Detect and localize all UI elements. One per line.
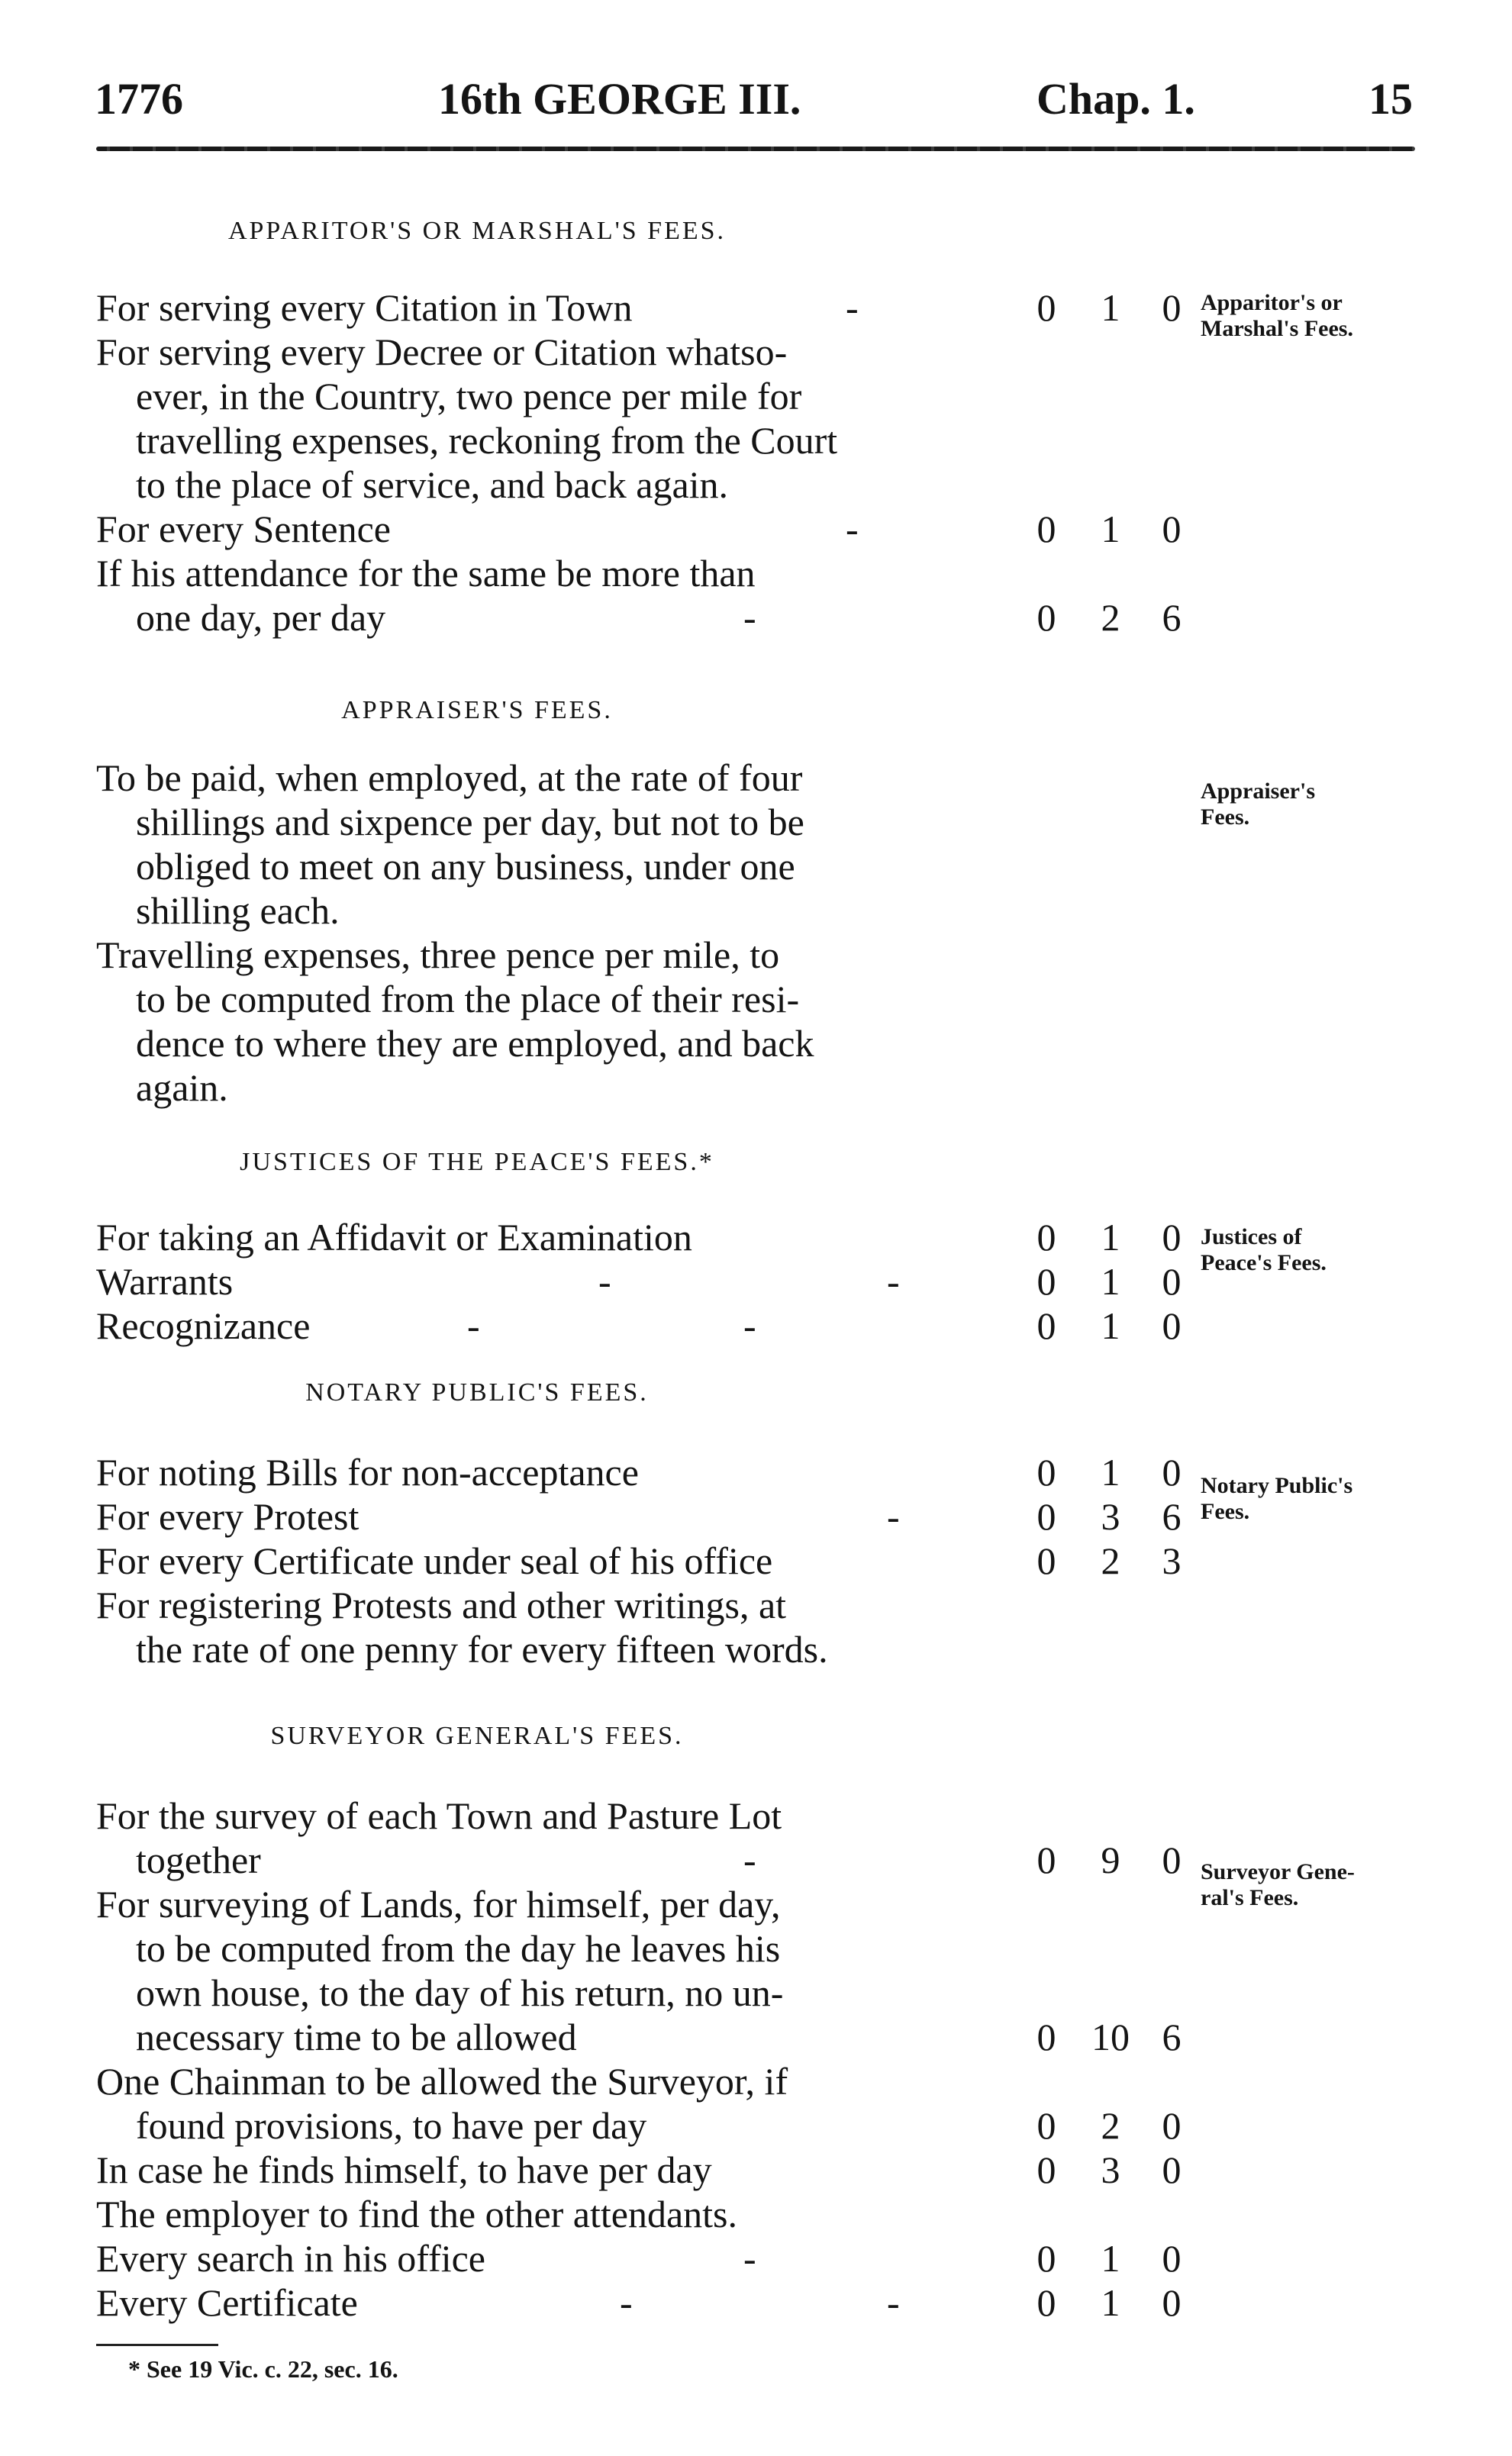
document-page: 1776 16th GEORGE III. Chap. 1. 15 APPARITOR'S OR MARSHAL'S FEES. Apparitor's or Marshal's Fees. For serving every Citation in Town - 0 1 0 For serving every Decree or Citation whatso- ever, in the Country, two pence per mile for travelling expenses, reckoning from the Court to the place of service, and back again. For every Sentence - 0 1 0 If his attendance for the same be more than one day, per day - 0 2 6 APPRAISER'S FEES. Appraiser's Fees. To be paid, when employed, at the rate of four shillings and sixpence per day, but not to be obliged to meet on any business, under one shilling each. Travelling expenses, three pence per mile, to to be computed from the place of their resi- dence to where they are employed, and back again. JUSTICES OF THE PEACE'S FEES.* Justices of Peace's Fees. For taking an Affidavit or Examination 0 1 0 Warrants - - 0 1 0 Recognizance - - 0 1 0 NOTARY PUBLIC'S FEES. Notary Public's Fees. For noting Bills for non-acceptance 0 1 0 For every Protest - 0 3 6 For every Certificate under seal of his office 0 2 3 For registering Protests and other writings, at the rate of one penny for every fifteen words. SURVEYOR GENERAL'S FEES. Surveyor Gene- ral's Fees. For the survey of each Town and Pasture Lot together - 0 9 0 For surveying of Lands, for himself, per day, to be computed from the day he leaves his own house, to the day of his return, no un- necessary time to be allowed 0 10 6 One Chainman to be allowed the Surveyor, if found provisions, to have per day 0 2 0 In case he finds himself, to have per day 0 3 0 The employer to find the other attendants. Every search in his office - 0 1 0 Every Certificate - - 0 1 0 * See 19 Vic. c. 22, sec. 16. <box>0 0 1512 2456</box>
margin-note-appraiser: Appraiser's Fees. <box>1201 778 1315 830</box>
running-header <box>0 73 1512 127</box>
header-rule <box>96 147 1415 151</box>
margin-note-notary: Notary Public's Fees. <box>1201 1473 1353 1524</box>
leader-dash: - <box>887 2281 900 2324</box>
section-heading-justices: JUSTICES OF THE PEACE'S FEES.* <box>240 1148 714 1176</box>
leader-dash: - <box>743 1304 756 1347</box>
header-year: 1776 <box>95 74 183 124</box>
margin-note-justices: Justices of Peace's Fees. <box>1201 1224 1327 1275</box>
section-heading-apparitor: APPARITOR'S OR MARSHAL'S FEES. <box>227 217 727 245</box>
footnote: * See 19 Vic. c. 22, sec. 16. <box>128 2355 398 2383</box>
margin-note-apparitor: Apparitor's or Marshal's Fees. <box>1201 290 1353 341</box>
leader-dash: - <box>598 1260 611 1303</box>
leader-dash: - <box>467 1304 480 1347</box>
header-chapter: Chap. 1. <box>1036 74 1195 124</box>
section-heading-surveyor: SURVEYOR GENERAL'S FEES. <box>270 1722 684 1750</box>
header-title: 16th GEORGE III. <box>438 74 801 124</box>
header-page-number: 15 <box>1369 74 1413 124</box>
leader-dash: - <box>743 596 756 639</box>
margin-note-surveyor: Surveyor Gene- ral's Fees. <box>1201 1859 1355 1910</box>
leader-dash: - <box>846 508 859 550</box>
section-heading-appraiser: APPRAISER'S FEES. <box>341 696 613 724</box>
section-heading-notary: NOTARY PUBLIC'S FEES. <box>305 1378 649 1407</box>
leader-dash: - <box>743 1839 756 1881</box>
leader-dash: - <box>620 2281 633 2324</box>
footnote-rule <box>96 2344 218 2346</box>
leader-dash: - <box>887 1495 900 1538</box>
leader-dash: - <box>887 1260 900 1303</box>
leader-dash: - <box>846 286 859 329</box>
leader-dash: - <box>743 2237 756 2280</box>
